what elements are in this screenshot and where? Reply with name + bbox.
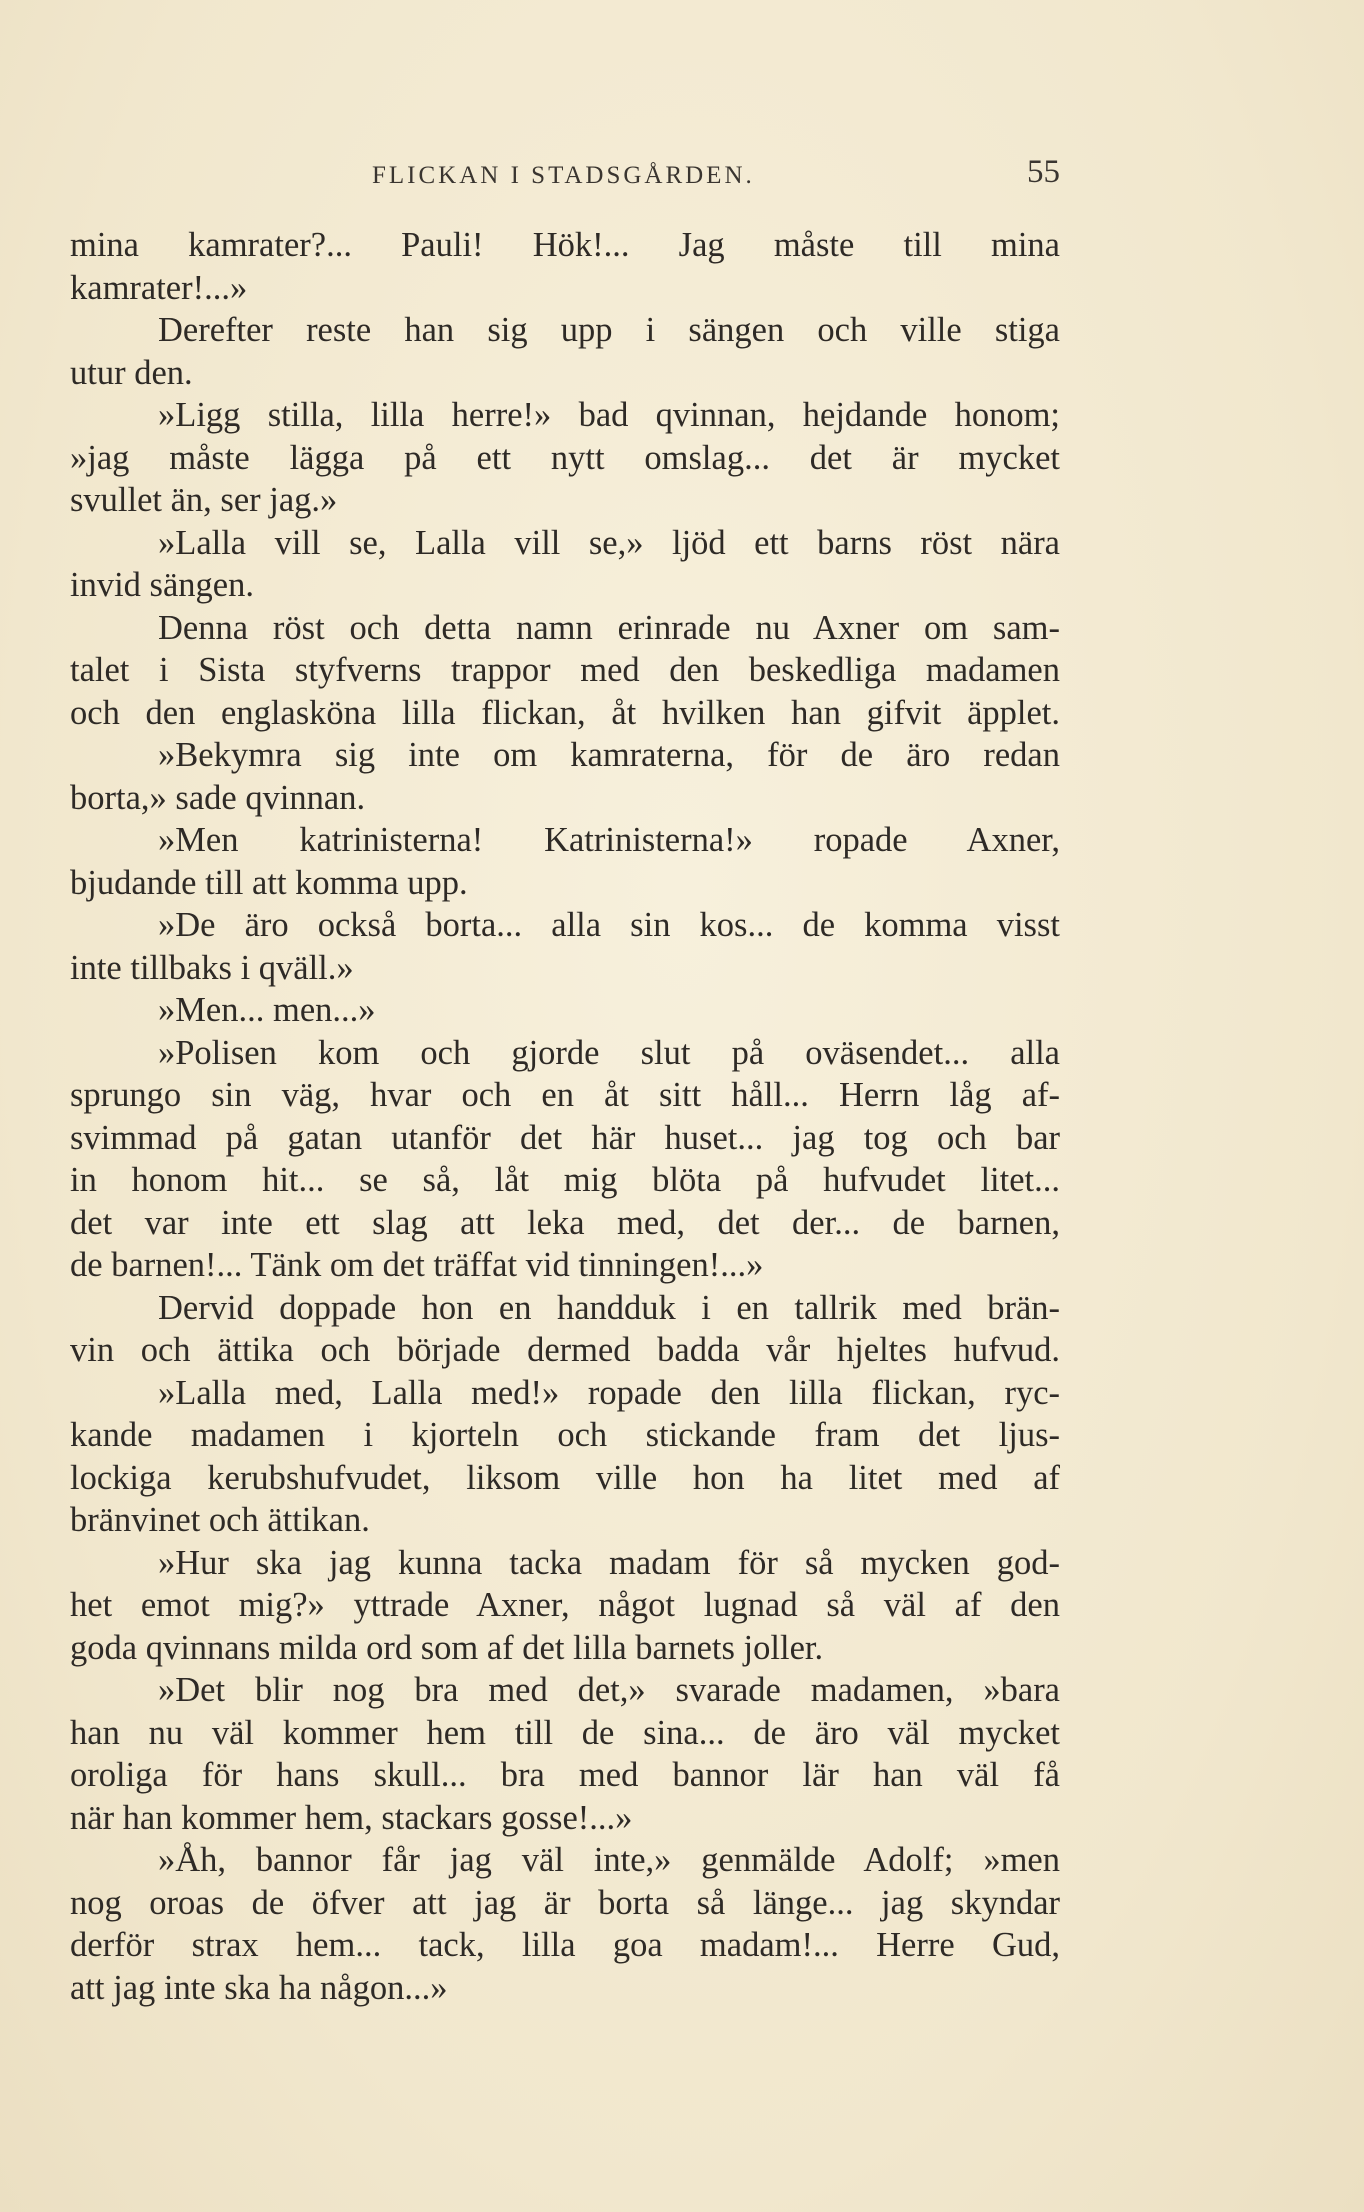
text-line: »De äro också borta... alla sin kos... de komma visst — [158, 906, 1060, 944]
page-number: 55 — [1027, 154, 1060, 190]
text-line: Denna röst och detta namn erinrade nu Axner om sam- — [158, 608, 1060, 647]
text-line: de barnen!... Tänk om det träffat vid tinningen!...» — [70, 1246, 764, 1284]
text-line: svimmad på gatan utanför det här huset... jag tog och bar — [70, 1118, 1060, 1157]
text-line: »Det blir nog bra med det,» svarade madamen, »bara — [158, 1671, 1060, 1709]
body-text — [70, 224, 1060, 2009]
text-line: bränvinet och ättikan. — [70, 1501, 370, 1539]
text-line: bjudande till att komma upp. — [70, 863, 468, 902]
text-line: Dervid doppade hon en handduk i en tallrik med brän- — [158, 1288, 1060, 1327]
text-line: utur den. — [70, 353, 193, 392]
text-line: det var inte ett slag att leka med, det der... de barnen, — [70, 1203, 1060, 1242]
text-line: »Hur ska jag kunna tacka madam för så mycken god- — [158, 1543, 1060, 1582]
text-line: goda qvinnans milda ord som af det lilla barnets joller. — [70, 1628, 824, 1667]
text-line: »Men... men...» — [158, 991, 376, 1029]
text-line: »Åh, bannor får jag väl inte,» genmälde Adolf; »men — [158, 1841, 1060, 1879]
text-line: han nu väl kommer hem till de sina... de äro väl mycket — [70, 1713, 1060, 1752]
text-line: »Lalla med, Lalla med!» ropade den lilla flickan, ryc- — [158, 1373, 1060, 1412]
page-header — [70, 154, 1060, 194]
running-title: FLICKAN I STADSGÅRDEN. — [372, 162, 755, 189]
text-line: »jag måste lägga på ett nytt omslag... det är mycket — [70, 438, 1060, 477]
text-line: och den englasköna lilla flickan, åt hvilken han gifvit äpplet. — [70, 693, 1060, 732]
text-line: mina kamrater?... Pauli! Hök!... Jag måste till mina — [70, 226, 1060, 264]
text-line: sprungo sin väg, hvar och en åt sitt håll... Herrn låg af- — [70, 1076, 1060, 1114]
text-line: talet i Sista styfverns trappor med den beskedliga madamen — [70, 651, 1060, 689]
text-line: »Men katrinisterna! Katrinisterna!» ropade Axner, — [158, 821, 1060, 859]
text-line: inte tillbaks i qväll.» — [70, 948, 354, 987]
text-line: nog oroas de öfver att jag är borta så länge... jag skyndar — [70, 1883, 1060, 1922]
text-line: het emot mig?» yttrade Axner, något lugnad så väl af den — [70, 1586, 1060, 1624]
text-line: Derefter reste han sig upp i sängen och ville stiga — [158, 311, 1060, 349]
text-line: »Polisen kom och gjorde slut på oväsendet... alla — [158, 1033, 1060, 1072]
text-line: lockiga kerubshufvudet, liksom ville hon ha litet med af — [70, 1458, 1060, 1497]
text-line: »Ligg stilla, lilla herre!» bad qvinnan, hejdande honom; — [158, 396, 1060, 434]
text-line: kande madamen i kjorteln och stickande fram det ljus- — [70, 1416, 1060, 1454]
text-line: vin och ättika och började dermed badda vår hjeltes hufvud. — [70, 1331, 1060, 1369]
text-line: oroliga för hans skull... bra med bannor lär han väl få — [70, 1756, 1060, 1794]
text-line: att jag inte ska ha någon...» — [70, 1968, 448, 2007]
text-line: när han kommer hem, stackars gosse!...» — [70, 1798, 633, 1837]
text-line: borta,» sade qvinnan. — [70, 778, 366, 817]
text-line: »Bekymra sig inte om kamraterna, för de äro redan — [158, 736, 1060, 774]
text-line: svullet än, ser jag.» — [70, 481, 338, 519]
text-line: kamrater!...» — [70, 268, 248, 307]
text-line: derför strax hem... tack, lilla goa madam!... Herre Gud, — [70, 1926, 1060, 1964]
text-line: invid sängen. — [70, 566, 254, 604]
text-line: in honom hit... se så, låt mig blöta på hufvudet litet... — [70, 1161, 1060, 1199]
text-line: »Lalla vill se, Lalla vill se,» ljöd ett barns röst nära — [158, 523, 1060, 562]
